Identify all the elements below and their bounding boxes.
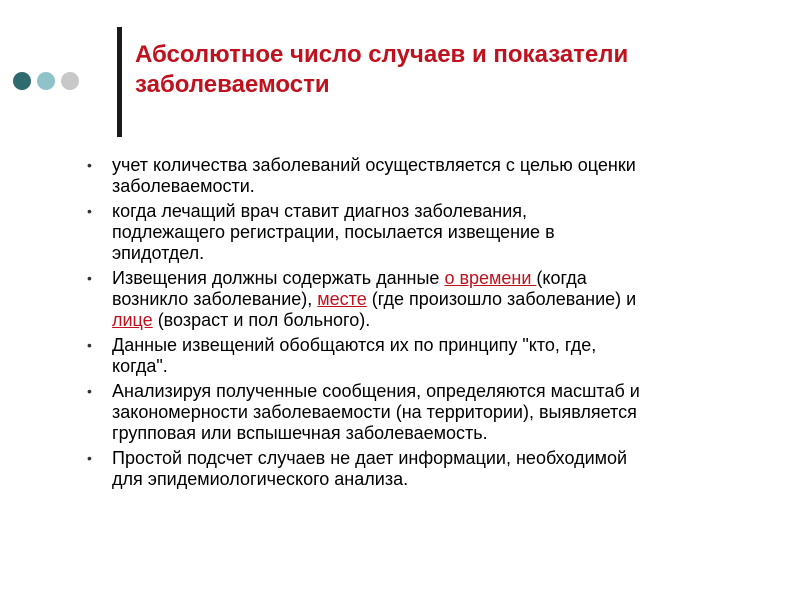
bullet-item-purpose bbox=[84, 155, 784, 197]
bullet-text-line: учет количества заболеваний осуществляется с целью оценки bbox=[112, 155, 636, 175]
highlight-person: лице bbox=[112, 310, 153, 330]
bullet-marker: • bbox=[87, 157, 92, 173]
bullet-text-line: закономерности заболеваемости (на территории), выявляется bbox=[112, 402, 637, 422]
bullet-marker: • bbox=[87, 270, 92, 286]
bullet-marker: • bbox=[87, 383, 92, 399]
dark-teal-dot bbox=[13, 72, 31, 90]
bullet-text: Извещения должны содержать данные bbox=[112, 268, 445, 288]
bullet-text-line: когда". bbox=[112, 356, 168, 376]
decorative-dots bbox=[13, 72, 79, 90]
slide-title-line-2: заболеваемости bbox=[135, 71, 330, 98]
bullet-marker: • bbox=[87, 337, 92, 353]
bullet-item-diagnosis bbox=[84, 201, 784, 264]
gray-dot bbox=[61, 72, 79, 90]
bullet-text-line: Анализируя полученные сообщения, определяются масштаб и bbox=[112, 381, 640, 401]
bullet-item-simple-count bbox=[84, 448, 784, 490]
bullet-item-notification-content bbox=[84, 268, 784, 331]
bullet-text-line: подлежащего регистрации, посылается извещение в bbox=[112, 222, 555, 242]
bullet-text-line: для эпидемиологического анализа. bbox=[112, 469, 409, 489]
title-divider-bar bbox=[117, 27, 122, 137]
bullet-text: (где произошло заболевание) и bbox=[366, 289, 637, 309]
bullet-item-generalization bbox=[84, 335, 784, 377]
bullet-text-line: заболеваемости. bbox=[112, 176, 255, 196]
bullet-text-line: эпидотдел. bbox=[112, 243, 205, 263]
light-teal-dot bbox=[37, 72, 55, 90]
slide-title-line-1: Абсолютное число случаев и показатели bbox=[135, 41, 629, 68]
highlight-time: о времени bbox=[444, 268, 537, 288]
bullet-text: возникло заболевание), bbox=[112, 289, 318, 309]
bullet-text: (когда bbox=[536, 268, 587, 288]
bullet-text-line: Данные извещений обобщаются их по принципу "кто, где, bbox=[112, 335, 597, 355]
bullet-item-analysis bbox=[84, 381, 784, 444]
bullet-text-line: Простой подсчет случаев не дает информации, необходимой bbox=[112, 448, 628, 468]
slide-title bbox=[135, 40, 755, 100]
bullet-text: (возраст и пол больного). bbox=[152, 310, 371, 330]
bullet-text-line: когда лечащий врач ставит диагноз заболевания, bbox=[112, 201, 528, 221]
bullet-text-line: групповая или вспышечная заболеваемость. bbox=[112, 423, 488, 443]
highlight-place: месте bbox=[317, 289, 367, 309]
bullet-marker: • bbox=[87, 450, 92, 466]
bullet-marker: • bbox=[87, 203, 92, 219]
bullet-list bbox=[84, 155, 784, 494]
